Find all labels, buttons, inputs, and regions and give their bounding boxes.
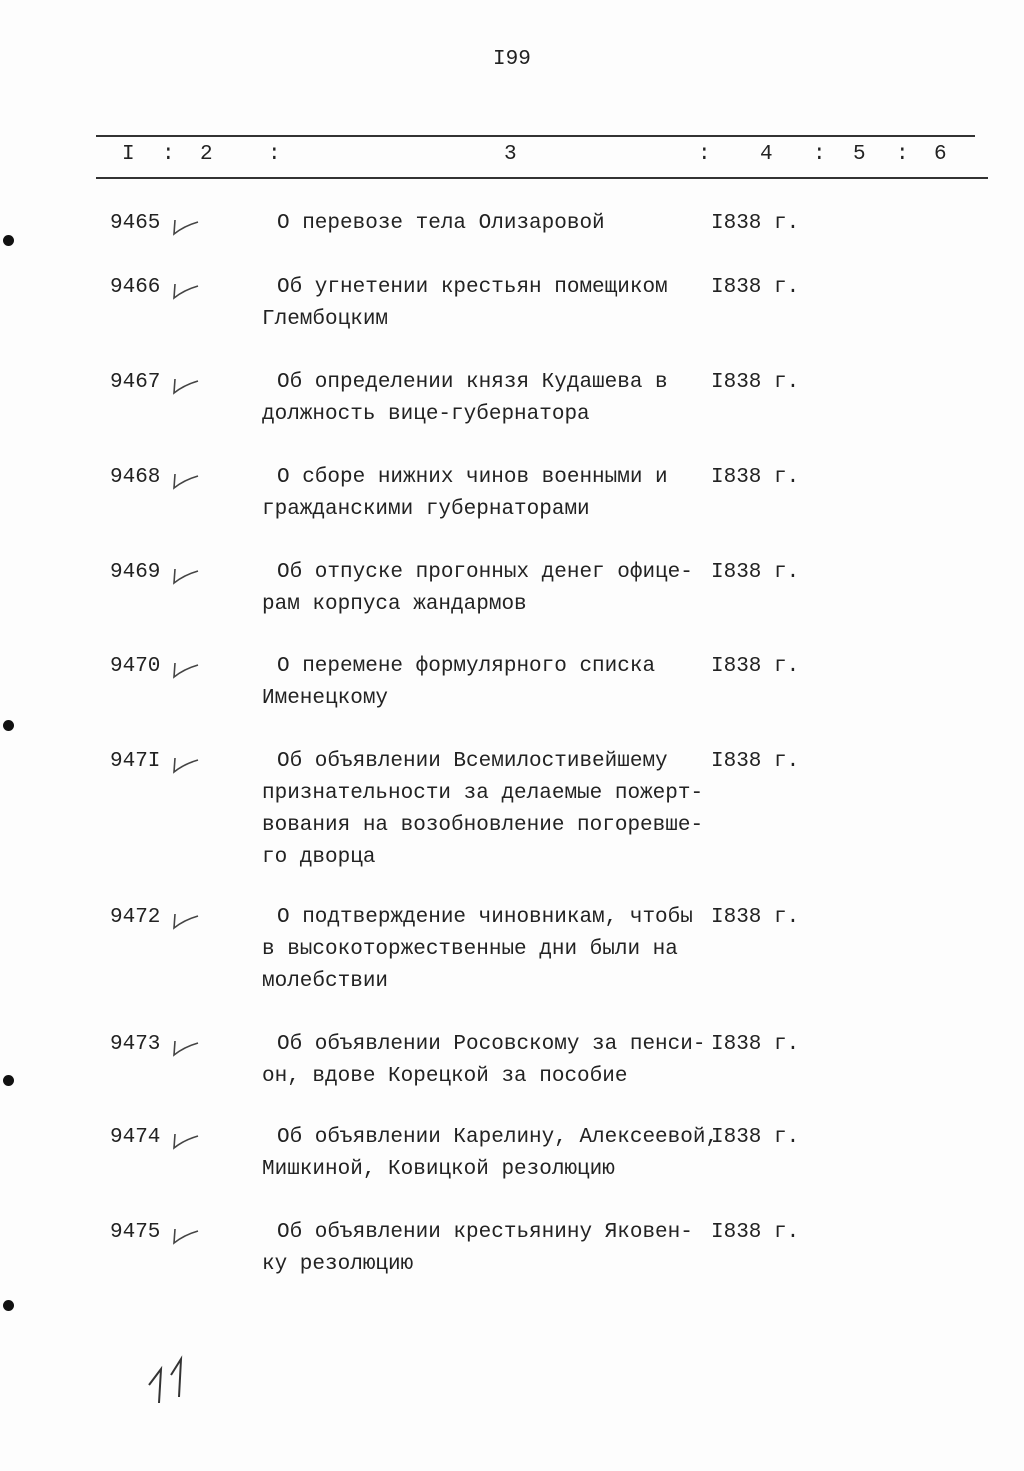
item-description-line: вования на возобновление погоревше- — [262, 814, 704, 837]
item-description-line: Об объявлении крестьянину Яковен- — [277, 1221, 693, 1244]
header-bottom-rule — [96, 177, 988, 179]
item-year: I838 г. — [711, 906, 800, 929]
punch-hole — [3, 1300, 14, 1311]
column-header: 5 — [853, 143, 866, 166]
item-number: 9465 — [110, 212, 161, 235]
item-description-line: рам корпуса жандармов — [262, 593, 527, 616]
punch-hole — [3, 1075, 14, 1086]
item-number: 9475 — [110, 1221, 161, 1244]
item-year: I838 г. — [711, 212, 800, 235]
item-year: I838 г. — [711, 1126, 800, 1149]
item-description-line: гражданскими губернаторами — [262, 498, 590, 521]
item-number: 9472 — [110, 906, 161, 929]
handwritten-note-11 — [145, 1345, 195, 1405]
check-mark-icon — [170, 561, 202, 591]
item-description-line: Глембоцким — [262, 308, 389, 331]
item-description-line: Об угнетении крестьян помещиком — [277, 276, 668, 299]
item-description-line: признательности за делаемые пожерт- — [262, 782, 704, 805]
column-header: 6 — [934, 143, 947, 166]
item-year: I838 г. — [711, 371, 800, 394]
column-header: 2 — [200, 143, 213, 166]
check-mark-icon — [170, 466, 202, 496]
item-year: I838 г. — [711, 276, 800, 299]
item-year: I838 г. — [711, 1033, 800, 1056]
item-description-line: Об определении князя Кудашева в — [277, 371, 668, 394]
column-separator: : — [896, 143, 909, 166]
check-mark-icon — [170, 1033, 202, 1063]
item-description-line: О сборе нижних чинов военными и — [277, 466, 668, 489]
check-mark-icon — [170, 1221, 202, 1251]
item-description-line: О подтверждение чиновникам, чтобы — [277, 906, 693, 929]
item-description-line: в высокоторжественные дни были на — [262, 938, 678, 961]
item-number: 9469 — [110, 561, 161, 584]
check-mark-icon — [170, 276, 202, 306]
column-separator: : — [268, 143, 281, 166]
item-description-line: Именецкому — [262, 687, 389, 710]
item-number: 9473 — [110, 1033, 161, 1056]
column-separator: : — [698, 143, 711, 166]
column-separator: : — [162, 143, 175, 166]
page-number: I99 — [493, 48, 531, 71]
item-number: 9474 — [110, 1126, 161, 1149]
item-description-line: Об объявлении Карелину, Алексеевой, — [277, 1126, 719, 1149]
header-top-rule — [96, 135, 975, 137]
item-description-line: Об объявлении Росовскому за пенси- — [277, 1033, 706, 1056]
item-description-line: Об объявлении Всемилостивейшему — [277, 750, 668, 773]
item-year: I838 г. — [711, 561, 800, 584]
item-number: 9466 — [110, 276, 161, 299]
column-header: 4 — [760, 143, 773, 166]
item-number: 947I — [110, 750, 161, 773]
check-mark-icon — [170, 655, 202, 685]
item-description-line: ку резолюцию — [262, 1253, 414, 1276]
item-description-line: О перемене формулярного списка — [277, 655, 656, 678]
item-number: 9470 — [110, 655, 161, 678]
item-description-line: О перевозе тела Олизаровой — [277, 212, 605, 235]
check-mark-icon — [170, 750, 202, 780]
item-number: 9467 — [110, 371, 161, 394]
check-mark-icon — [170, 212, 202, 242]
item-description-line: Об отпуске прогонных денег офице- — [277, 561, 693, 584]
item-year: I838 г. — [711, 655, 800, 678]
item-year: I838 г. — [711, 466, 800, 489]
item-description-line: молебствии — [262, 970, 389, 993]
item-number: 9468 — [110, 466, 161, 489]
punch-hole — [3, 720, 14, 731]
check-mark-icon — [170, 1126, 202, 1156]
item-description-line: го дворца — [262, 846, 376, 869]
item-description-line: Мишкиной, Ковицкой резолюцию — [262, 1158, 615, 1181]
column-header: 3 — [504, 143, 517, 166]
item-description-line: он, вдове Корецкой за пособие — [262, 1065, 628, 1088]
column-separator: : — [813, 143, 826, 166]
item-description-line: должность вице-губернатора — [262, 403, 590, 426]
column-header: I — [122, 143, 135, 166]
check-mark-icon — [170, 906, 202, 936]
item-year: I838 г. — [711, 750, 800, 773]
punch-hole — [3, 235, 14, 246]
item-year: I838 г. — [711, 1221, 800, 1244]
check-mark-icon — [170, 371, 202, 401]
